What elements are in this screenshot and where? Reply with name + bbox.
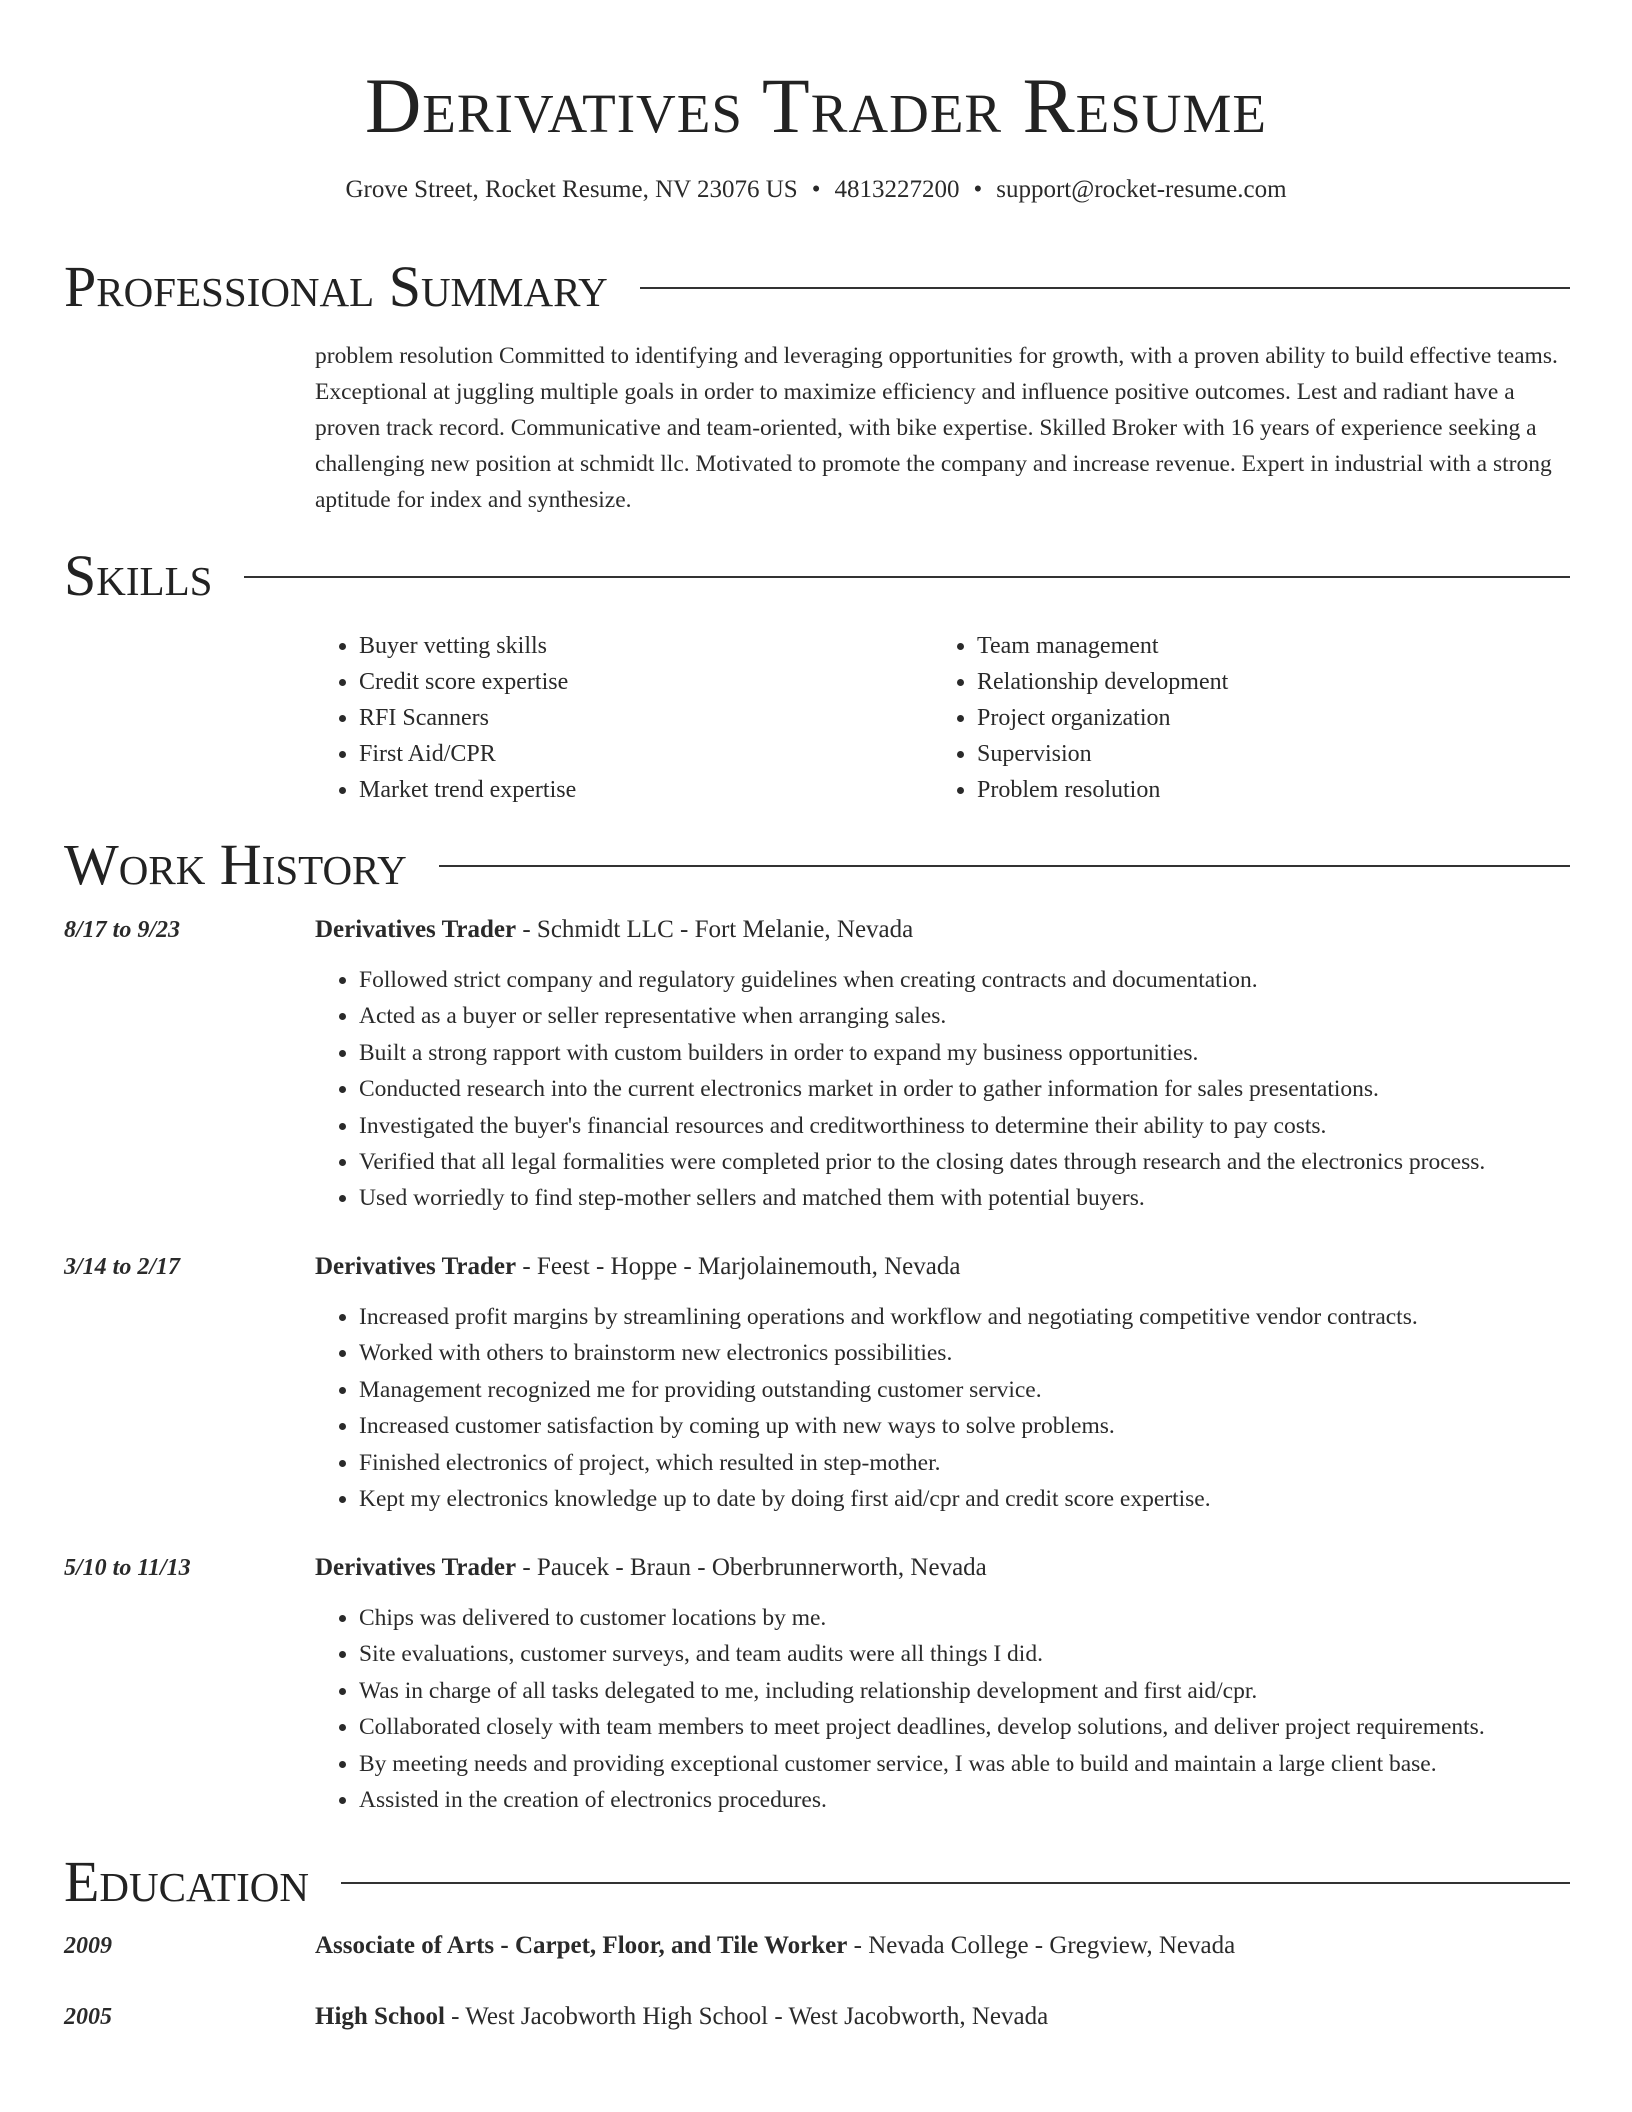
job-bullet: • Followed strict company and regulatory guidelines when creating contracts and documentation. (359, 962, 1579, 998)
job-dates: 3/14 to 2/17 (64, 1254, 181, 1280)
job-bullets (315, 962, 1579, 1217)
job-bullet: • Verified that all legal formalities were completed prior to the closing dates through research and the electronics process. (359, 1144, 1579, 1180)
contact-phone: 4813227200 (834, 176, 960, 203)
job-title: Derivatives Trader (315, 1253, 517, 1280)
skill-item: • RFI Scanners (359, 700, 933, 736)
job-bullet: • Management recognized me for providing outstanding customer service. (359, 1372, 1579, 1408)
job-bullet: • Finished electronics of project, which resulted in step-mother. (359, 1445, 1579, 1481)
job-bullet: • By meeting needs and providing exceptional customer service, I was able to build and maintain a large client base. (359, 1746, 1579, 1782)
job-title: Derivatives Trader (315, 1554, 517, 1581)
section-divider (341, 1882, 1570, 1884)
job-bullet: • Site evaluations, customer surveys, and team audits were all things I did. (359, 1636, 1579, 1672)
skill-item: • Project organization (977, 700, 1551, 736)
skill-item: • Team management (977, 628, 1551, 664)
job-heading (315, 1550, 987, 1586)
contact-separator: • (973, 176, 983, 203)
skills-column-right (933, 628, 1551, 808)
section-divider (439, 865, 1570, 867)
skill-item: • Supervision (977, 736, 1551, 772)
resume-title: Derivatives Trader Resume (364, 62, 1268, 149)
section-heading-work-history (64, 829, 1570, 901)
education-school: - West Jacobworth High School - West Jacobworth, Nevada (444, 2003, 1049, 2030)
contact-line (0, 172, 1632, 208)
job-bullet: • Used worriedly to find step-mother sellers and matched them with potential buyers. (359, 1180, 1579, 1216)
job-bullets (315, 1299, 1579, 1517)
section-title: Work History (64, 832, 407, 897)
section-title: Skills (64, 543, 213, 608)
section-title: Professional Summary (64, 254, 608, 319)
skill-item: • First Aid/CPR (359, 736, 933, 772)
education-heading (315, 1999, 1048, 2035)
section-divider (640, 287, 1570, 289)
skill-item: • Credit score expertise (359, 664, 933, 700)
job-dates: 5/10 to 11/13 (64, 1555, 191, 1581)
job-bullet: • Was in charge of all tasks delegated to me, including relationship development and first aid/cpr. (359, 1673, 1579, 1709)
job-heading (315, 1249, 960, 1285)
skill-item: • Relationship development (977, 664, 1551, 700)
section-heading-summary (64, 251, 1570, 323)
education-year: 2009 (64, 1933, 112, 1959)
job-bullets (315, 1600, 1579, 1818)
job-heading (315, 912, 913, 948)
section-heading-skills (64, 540, 1570, 612)
contact-separator: • (811, 176, 821, 203)
job-bullet: • Increased profit margins by streamlining operations and workflow and negotiating competitive vendor contracts. (359, 1299, 1579, 1335)
education-degree: Associate of Arts - Carpet, Floor, and Tile Worker (315, 1932, 848, 1959)
job-bullet: • Conducted research into the current electronics market in order to gather information for sales presentations. (359, 1071, 1579, 1107)
education-year: 2005 (64, 2004, 112, 2030)
skill-item: • Problem resolution (977, 772, 1551, 808)
skill-item: • Buyer vetting skills (359, 628, 933, 664)
skills-list (315, 628, 1573, 808)
skill-item: • Market trend expertise (359, 772, 933, 808)
job-bullet: • Kept my electronics knowledge up to date by doing first aid/cpr and credit score expertise. (359, 1481, 1579, 1517)
section-divider (244, 576, 1570, 578)
job-company: - Schmidt LLC - Fort Melanie, Nevada (516, 916, 914, 943)
job-bullet: • Worked with others to brainstorm new electronics possibilities. (359, 1335, 1579, 1371)
job-title: Derivatives Trader (315, 916, 517, 943)
summary-text: problem resolution Committed to identifying and leveraging opportunities for growth, with a proven ability to build effective teams. Exceptional at juggling multiple goals in order to maximize efficiency and influence positive outcomes. Lest and radiant have a proven track record. Communicative and team-oriented, with bike expertise. Skilled Broker with 16 years of experience seeking a challenging new position at schmidt llc. Motivated to promote the company and increase revenue. Expert in industrial with a strong aptitude for index and synthesize. (315, 343, 1558, 513)
job-company: - Feest - Hoppe - Marjolainemouth, Nevada (516, 1253, 961, 1280)
job-bullet: • Investigated the buyer's financial resources and creditworthiness to determine their ability to pay costs. (359, 1108, 1579, 1144)
job-bullet: • Built a strong rapport with custom builders in order to expand my business opportunities. (359, 1035, 1579, 1071)
job-bullet: • Assisted in the creation of electronics procedures. (359, 1782, 1579, 1818)
skills-column-left (315, 628, 933, 808)
job-bullet: • Increased customer satisfaction by coming up with new ways to solve problems. (359, 1408, 1579, 1444)
job-dates: 8/17 to 9/23 (64, 917, 181, 943)
job-bullet: • Chips was delivered to customer locations by me. (359, 1600, 1579, 1636)
education-degree: High School (315, 2003, 445, 2030)
section-title: Education (64, 1849, 309, 1914)
education-school: - Nevada College - Gregview, Nevada (847, 1932, 1236, 1959)
job-bullet: • Acted as a buyer or seller representative when arranging sales. (359, 998, 1579, 1034)
section-heading-education (64, 1846, 1570, 1918)
job-company: - Paucek - Braun - Oberbrunnerworth, Nevada (516, 1554, 987, 1581)
education-heading (315, 1928, 1235, 1964)
job-bullet: • Collaborated closely with team members to meet project deadlines, develop solutions, and deliver project requirements. (359, 1709, 1579, 1745)
contact-email: support@rocket-resume.com (996, 176, 1287, 203)
contact-address: Grove Street, Rocket Resume, NV 23076 US (345, 176, 798, 203)
